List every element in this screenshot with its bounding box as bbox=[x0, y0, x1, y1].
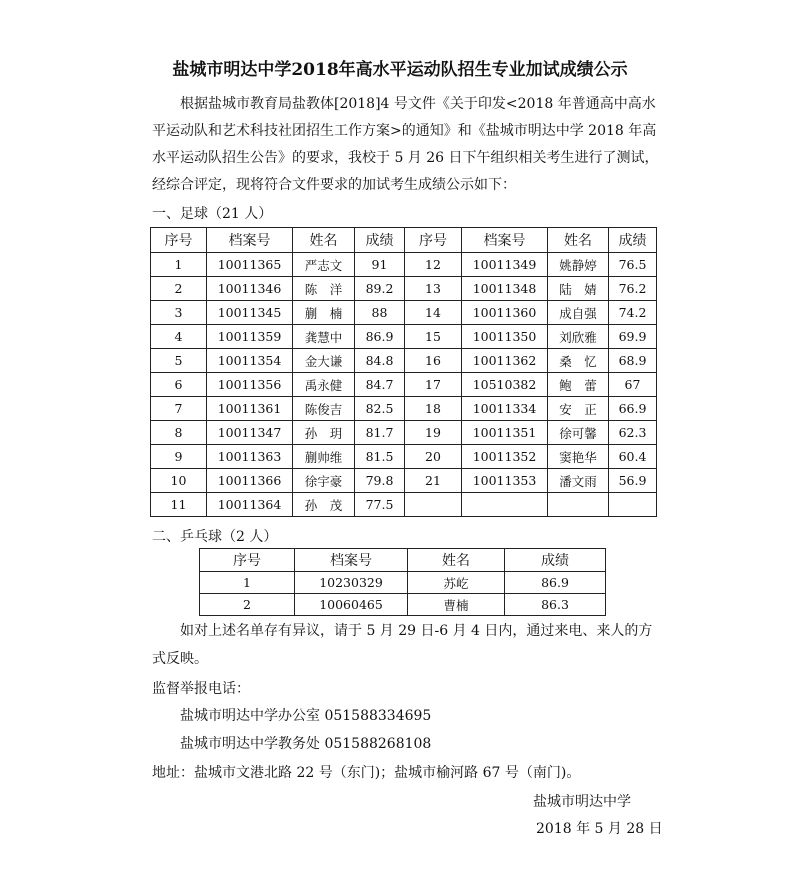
table-cell: 10011354 bbox=[207, 349, 293, 373]
table-cell: 77.5 bbox=[355, 493, 405, 517]
pingpong-heading: 二、乒乓球（2 人） bbox=[152, 529, 278, 545]
table-cell: 10011353 bbox=[462, 469, 548, 493]
table-cell: 曹楠 bbox=[408, 594, 505, 616]
column-header: 档案号 bbox=[295, 549, 408, 572]
table-cell: 徐可馨 bbox=[548, 421, 609, 445]
table-cell: 62.3 bbox=[609, 421, 657, 445]
table-cell: 孙 玥 bbox=[293, 421, 355, 445]
contact-academic-affairs: 盐城市明达中学教务处 051588268108 bbox=[180, 736, 432, 752]
table-cell: 徐宇豪 bbox=[293, 469, 355, 493]
table-header-row bbox=[200, 549, 606, 572]
table-row bbox=[200, 594, 606, 616]
table-cell: 姚静婷 bbox=[548, 253, 609, 277]
table-cell: 11 bbox=[151, 493, 207, 517]
table-cell: 13 bbox=[405, 277, 462, 301]
intro-line: 水平运动队招生公告》的要求，我校于 5 月 26 日下午组织相关考生进行了测试， bbox=[152, 150, 659, 166]
table-cell: 67 bbox=[609, 373, 657, 397]
table-cell: 金大谦 bbox=[293, 349, 355, 373]
table-cell: 68.9 bbox=[609, 349, 657, 373]
signature: 盐城市明达中学 bbox=[533, 794, 631, 810]
table-cell: 10230329 bbox=[295, 572, 408, 594]
table-cell: 17 bbox=[405, 373, 462, 397]
address: 地址：盐城市文港北路 22 号（东门)；盐城市榆河路 67 号（南门)。 bbox=[152, 765, 581, 781]
column-header: 档案号 bbox=[462, 228, 548, 253]
table-cell: 成自强 bbox=[548, 301, 609, 325]
table-cell: 10011361 bbox=[207, 397, 293, 421]
table-cell: 蒯帅维 bbox=[293, 445, 355, 469]
table-cell: 89.2 bbox=[355, 277, 405, 301]
column-header: 姓名 bbox=[548, 228, 609, 253]
table-cell: 桑 忆 bbox=[548, 349, 609, 373]
table-cell: 74.2 bbox=[609, 301, 657, 325]
table-cell: 1 bbox=[151, 253, 207, 277]
table-cell: 19 bbox=[405, 421, 462, 445]
table-cell: 2 bbox=[200, 594, 295, 616]
table-cell: 10011366 bbox=[207, 469, 293, 493]
table-cell: 10011352 bbox=[462, 445, 548, 469]
table-cell: 10011345 bbox=[207, 301, 293, 325]
table-cell: 10011364 bbox=[207, 493, 293, 517]
table-cell: 10011346 bbox=[207, 277, 293, 301]
table-cell: 69.9 bbox=[609, 325, 657, 349]
table-row bbox=[151, 421, 657, 445]
table-row bbox=[151, 301, 657, 325]
table-cell: 6 bbox=[151, 373, 207, 397]
table-cell: 孙 茂 bbox=[293, 493, 355, 517]
table-cell: 76.5 bbox=[609, 253, 657, 277]
table-row bbox=[151, 349, 657, 373]
table-cell: 10011348 bbox=[462, 277, 548, 301]
table-cell: 81.5 bbox=[355, 445, 405, 469]
table-cell bbox=[609, 493, 657, 517]
table-cell: 陆 婧 bbox=[548, 277, 609, 301]
table-cell: 窦艳华 bbox=[548, 445, 609, 469]
table-row bbox=[151, 373, 657, 397]
table-cell: 60.4 bbox=[609, 445, 657, 469]
table-cell: 2 bbox=[151, 277, 207, 301]
intro-paragraph bbox=[152, 91, 672, 199]
table-cell: 86.9 bbox=[355, 325, 405, 349]
table-cell: 鲍 蕾 bbox=[548, 373, 609, 397]
table-cell: 刘欣雅 bbox=[548, 325, 609, 349]
table-cell: 82.5 bbox=[355, 397, 405, 421]
table-cell: 56.9 bbox=[609, 469, 657, 493]
table-cell: 10011350 bbox=[462, 325, 548, 349]
table-cell: 16 bbox=[405, 349, 462, 373]
table-cell: 龚慧中 bbox=[293, 325, 355, 349]
table-header-row bbox=[151, 228, 657, 253]
objection-line-2: 式反映。 bbox=[152, 651, 208, 667]
football-results-table bbox=[150, 227, 657, 517]
table-cell: 陈 洋 bbox=[293, 277, 355, 301]
table-cell: 8 bbox=[151, 421, 207, 445]
table-cell: 4 bbox=[151, 325, 207, 349]
table-cell: 蒯 楠 bbox=[293, 301, 355, 325]
table-cell: 10011347 bbox=[207, 421, 293, 445]
table-cell bbox=[548, 493, 609, 517]
table-row bbox=[151, 445, 657, 469]
page-title: 盐城市明达中学2018年高水平运动队招生专业加试成绩公示 bbox=[172, 60, 628, 80]
table-cell: 10011349 bbox=[462, 253, 548, 277]
table-cell: 86.9 bbox=[505, 572, 606, 594]
contact-office: 盐城市明达中学办公室 051588334695 bbox=[180, 708, 432, 724]
table-cell bbox=[405, 493, 462, 517]
table-cell: 10011362 bbox=[462, 349, 548, 373]
table-cell: 79.8 bbox=[355, 469, 405, 493]
intro-line: 平运动队和艺术科技社团招生工作方案>的通知》和《盐城市明达中学 2018 年高 bbox=[152, 123, 657, 139]
pingpong-results-table bbox=[199, 548, 606, 616]
column-header: 姓名 bbox=[293, 228, 355, 253]
column-header: 序号 bbox=[151, 228, 207, 253]
table-cell: 10011363 bbox=[207, 445, 293, 469]
table-cell: 1 bbox=[200, 572, 295, 594]
table-cell: 81.7 bbox=[355, 421, 405, 445]
table-cell: 10011351 bbox=[462, 421, 548, 445]
column-header: 序号 bbox=[405, 228, 462, 253]
table-cell: 10510382 bbox=[462, 373, 548, 397]
table-cell: 15 bbox=[405, 325, 462, 349]
table-cell: 84.7 bbox=[355, 373, 405, 397]
table-cell: 禹永健 bbox=[293, 373, 355, 397]
objection-line-1: 如对上述名单存有异议，请于 5 月 29 日-6 月 4 日内，通过来电、来人的方 bbox=[180, 623, 653, 639]
table-row bbox=[151, 277, 657, 301]
table-cell: 91 bbox=[355, 253, 405, 277]
table-cell: 21 bbox=[405, 469, 462, 493]
table-cell: 苏屹 bbox=[408, 572, 505, 594]
table-cell: 10060465 bbox=[295, 594, 408, 616]
column-header: 成绩 bbox=[355, 228, 405, 253]
column-header: 成绩 bbox=[609, 228, 657, 253]
table-cell: 66.9 bbox=[609, 397, 657, 421]
table-cell: 10011359 bbox=[207, 325, 293, 349]
table-row bbox=[151, 469, 657, 493]
table-cell: 76.2 bbox=[609, 277, 657, 301]
table-cell: 安 正 bbox=[548, 397, 609, 421]
date: 2018 年 5 月 28 日 bbox=[536, 821, 663, 837]
intro-line: 根据盐城市教育局盐教体[2018]4 号文件《关于印发<2018 年普通高中高水 bbox=[180, 96, 656, 112]
table-cell: 10011360 bbox=[462, 301, 548, 325]
column-header: 序号 bbox=[200, 549, 295, 572]
table-row bbox=[200, 572, 606, 594]
table-cell: 20 bbox=[405, 445, 462, 469]
table-cell bbox=[462, 493, 548, 517]
table-cell: 3 bbox=[151, 301, 207, 325]
table-cell: 10 bbox=[151, 469, 207, 493]
football-heading: 一、足球（21 人） bbox=[152, 206, 273, 222]
column-header: 姓名 bbox=[408, 549, 505, 572]
table-cell: 7 bbox=[151, 397, 207, 421]
table-cell: 18 bbox=[405, 397, 462, 421]
table-cell: 潘文雨 bbox=[548, 469, 609, 493]
table-cell: 10011334 bbox=[462, 397, 548, 421]
table-cell: 9 bbox=[151, 445, 207, 469]
table-row bbox=[151, 397, 657, 421]
supervision-label: 监督举报电话： bbox=[152, 681, 250, 697]
table-cell: 5 bbox=[151, 349, 207, 373]
table-cell: 10011365 bbox=[207, 253, 293, 277]
table-cell: 陈俊吉 bbox=[293, 397, 355, 421]
column-header: 成绩 bbox=[505, 549, 606, 572]
table-row bbox=[151, 493, 657, 517]
table-row bbox=[151, 325, 657, 349]
table-cell: 10011356 bbox=[207, 373, 293, 397]
table-cell: 86.3 bbox=[505, 594, 606, 616]
column-header: 档案号 bbox=[207, 228, 293, 253]
table-cell: 14 bbox=[405, 301, 462, 325]
table-cell: 严志文 bbox=[293, 253, 355, 277]
table-cell: 84.8 bbox=[355, 349, 405, 373]
table-row bbox=[151, 253, 657, 277]
table-cell: 88 bbox=[355, 301, 405, 325]
intro-line: 经综合评定，现将符合文件要求的加试考生成绩公示如下： bbox=[152, 177, 516, 193]
table-cell: 12 bbox=[405, 253, 462, 277]
